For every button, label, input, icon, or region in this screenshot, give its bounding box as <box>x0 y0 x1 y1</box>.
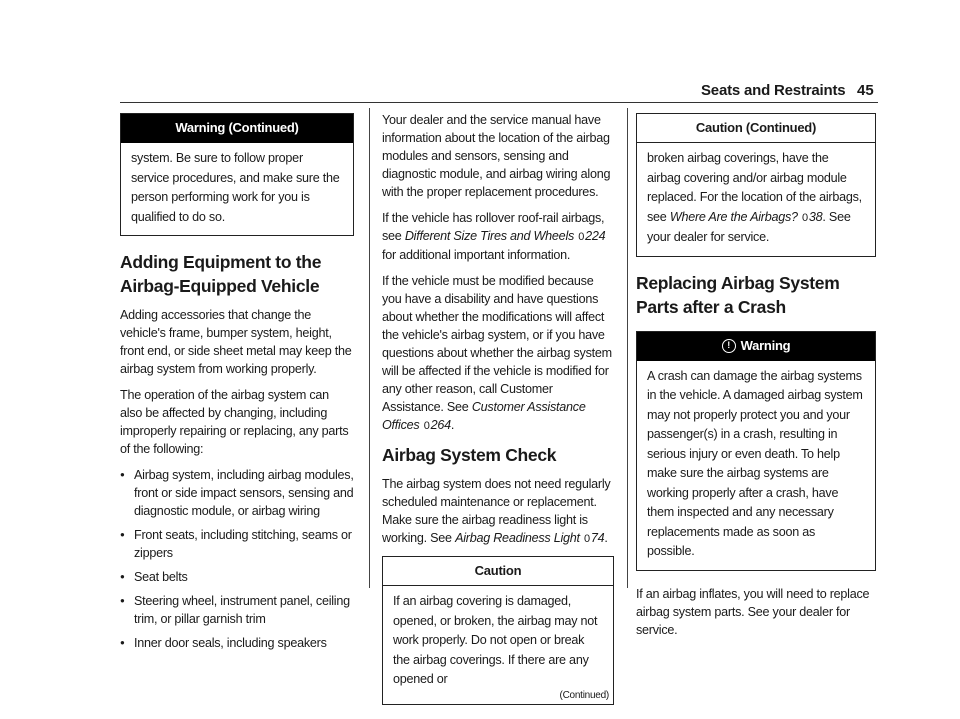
text: . See your dealer for service. <box>647 209 851 244</box>
paragraph: Adding accessories that change the vehicle's frame, bumper system, height, front end, or side sheet metal may keep the airbag system from working properly. <box>120 308 352 376</box>
list-item: ● Steering wheel, instrument panel, ceiling trim, or pillar garnish trim <box>120 592 354 628</box>
list-item: ● Airbag system, including airbag modules, front or side impact sensors, sensing and diagnostic module, or airbag wiring <box>120 466 354 520</box>
text: broken airbag coverings, have the airbag covering and/or airbag module replaced. For the location of the airbags, see <box>647 151 862 224</box>
paragraph: The operation of the airbag system can also be affected by changing, including improperly repairing or replacing, any parts of the following: <box>120 388 349 456</box>
column-divider-1 <box>369 108 370 588</box>
column-3 <box>636 113 876 647</box>
xref-page[interactable]: 74 <box>590 531 605 545</box>
caution-continued-box <box>636 113 876 257</box>
caution-box <box>382 556 614 705</box>
list-item: ● Inner door seals, including speakers <box>120 634 354 652</box>
column-1 <box>120 113 354 658</box>
list-item: ● Seat belts <box>120 568 354 586</box>
list-item: ● Front seats, including stitching, seams or zippers <box>120 526 354 562</box>
text: . <box>450 418 455 432</box>
xref-page[interactable]: 224 <box>585 229 606 243</box>
warning-icon: ! <box>722 339 736 353</box>
xref-page[interactable]: 264 <box>430 418 451 432</box>
xref-page[interactable]: 38 <box>808 209 823 224</box>
section-heading-replacing-parts: Replacing Airbag System Parts after a Crash <box>636 272 840 317</box>
section-title: Seats and Restraints <box>701 82 846 99</box>
warning-box-text: system. Be sure to follow proper service procedures, and make sure the person performing work for you is qualified to do so. <box>131 151 340 224</box>
text: . <box>604 531 608 545</box>
paragraph <box>382 209 614 264</box>
caution-box-text <box>637 143 875 256</box>
warning-box-title: Warning (Continued) <box>121 114 353 143</box>
warning-box-title <box>637 332 875 361</box>
parts-list <box>120 466 354 652</box>
header-rule <box>120 102 878 103</box>
caution-box-title: Caution (Continued) <box>637 114 875 143</box>
warning-box-text: A crash can damage the airbag systems in the vehicle. A damaged airbag system may not properly protect you and your passenger(s) in a crash, resulting in serious injury or even death. To help make sure the airbag systems are working properly after a crash, have them inspected and any necessary replacements made as soon as possible. <box>647 368 863 558</box>
caution-box-title: Caution <box>383 557 613 586</box>
paragraph: If an airbag inflates, you will need to replace airbag system parts. See your dealer for service. <box>636 586 870 637</box>
xref-link-where-airbags[interactable]: Where Are the Airbags? <box>669 209 798 224</box>
text: If the vehicle must be modified because you have a disability and have questions about whether the modifications will affect the vehicle's airbag system, or if you have questions about whether the airbag system will be affected if the vehicle is modified for any other reason, call Customer Assistance. See <box>382 274 612 414</box>
xref-arrow-icon: 0 <box>423 420 430 432</box>
column-divider-2 <box>627 108 628 588</box>
xref-link-customer-assistance[interactable]: Customer Assistance Offices <box>382 400 586 432</box>
text: If the vehicle has rollover roof-rail airbags, see <box>382 211 605 243</box>
paragraph <box>382 475 614 548</box>
warning-box <box>636 331 876 571</box>
paragraph: Your dealer and the service manual have information about the location of the airbag modules and sensors, sensing and diagnostic module, and airbag wiring along with the proper replacement procedures. <box>382 113 611 199</box>
xref-arrow-icon: 0 <box>802 211 808 224</box>
continued-label: (Continued) <box>559 689 609 701</box>
xref-arrow-icon: 0 <box>578 231 585 243</box>
warning-continued-box <box>120 113 354 236</box>
xref-link-readiness-light[interactable]: Airbag Readiness Light <box>455 531 580 545</box>
section-heading-airbag-check: Airbag System Check <box>382 445 557 465</box>
section-heading-adding-equipment: Adding Equipment to the Airbag-Equipped Vehicle <box>120 252 322 296</box>
warning-title-text: Warning <box>740 337 791 353</box>
column-2 <box>382 111 614 719</box>
page-number: 45 <box>857 82 874 99</box>
caution-box-text: If an airbag covering is damaged, opened, or broken, the airbag may not work properly. Do not open or break the airbag coverings. If there are any opened or <box>393 594 598 686</box>
paragraph <box>382 272 614 435</box>
text: for additional important information. <box>382 248 571 262</box>
xref-link-tires-wheels[interactable]: Different Size Tires and Wheels <box>404 229 575 243</box>
text: The airbag system does not need regularly scheduled maintenance or replacement. Make sure the airbag readiness light is working. See <box>382 477 611 545</box>
xref-arrow-icon: 0 <box>584 533 590 545</box>
